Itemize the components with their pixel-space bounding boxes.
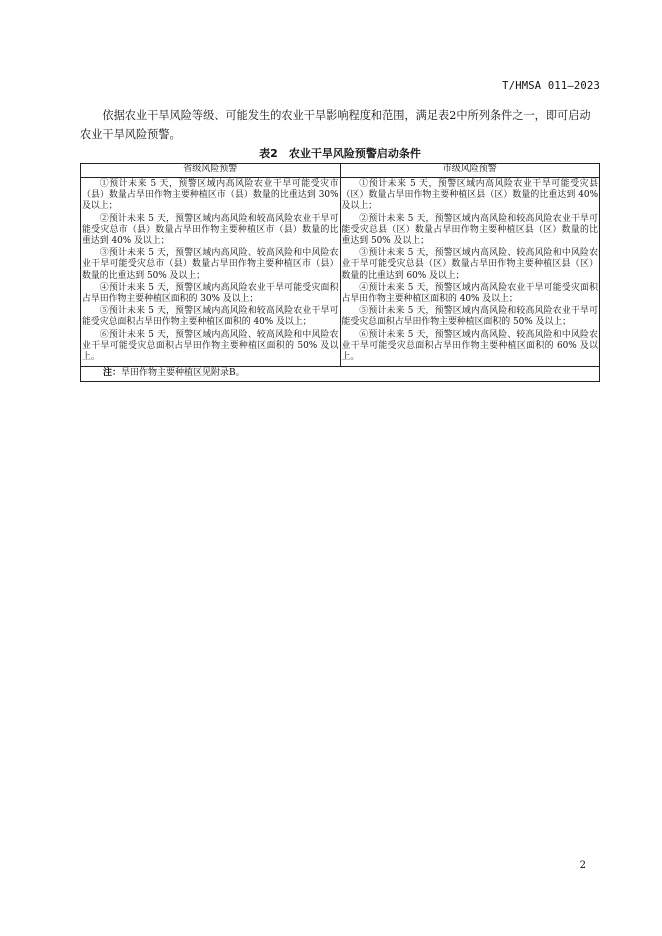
note-label: 注： bbox=[103, 368, 122, 379]
warning-conditions-table bbox=[80, 163, 600, 382]
table-caption: 表2 农业干旱风险预警启动条件 bbox=[259, 147, 421, 160]
intro-paragraph: 依据农业干旱风险等级、可能发生的农业干旱影响程度和范围，满足表2中所列条件之一，即可启动农业干旱风险预警。 bbox=[80, 109, 591, 141]
page-number: 2 bbox=[579, 860, 586, 871]
provincial-condition-3: ③预计未来 5 天，预警区域内高风险、较高风险和中风险农业干旱可能受灾总市（县）数量占旱田作物主要种植区市（县）数量的比重达到 50% 及以上； bbox=[82, 248, 339, 281]
municipal-condition-4: ④预计未来 5 天，预警区域内高风险农业干旱可能受灾面积占旱田作物主要种植区面积的 40% 及以上； bbox=[341, 282, 598, 305]
municipal-condition-3: ③预计未来 5 天，预警区域内高风险、较高风险和中风险农业干旱可能受灾总县（区）数量占旱田作物主要种植区县（区）数量的比重达到 60% 及以上； bbox=[341, 248, 598, 281]
provincial-condition-5: ⑤预计未来 5 天，预警区域内高风险和较高风险农业干旱可能受灾总面积占旱田作物主要种植区面积的 40% 及以上； bbox=[82, 306, 339, 328]
table-note-row bbox=[81, 367, 600, 382]
header-municipal: 市级风险预警 bbox=[340, 164, 600, 178]
table-header-row bbox=[81, 164, 600, 178]
provincial-condition-1: ①预计未来 5 天，预警区域内高风险农业干旱可能受灾市（县）数量占旱田作物主要种植区市（县）数量的比重达到 30% 及以上； bbox=[82, 179, 339, 212]
municipal-condition-6: ⑥预计未来 5 天，预警区域内高风险、较高风险和中风险农业干旱可能受灾总面积占旱田作物主要种植区面积的 60% 及以上。 bbox=[341, 329, 598, 363]
provincial-condition-6: ⑥预计未来 5 天，预警区域内高风险、较高风险和中风险农业干旱可能受灾总面积占旱田作物主要种植区面积的 50% 及以上。 bbox=[82, 329, 339, 363]
municipal-conditions-cell bbox=[340, 178, 600, 367]
doc-code: T/HMSA 011—2023 bbox=[502, 80, 600, 92]
note-text: 旱田作物主要种植区见附录B。 bbox=[121, 368, 245, 379]
municipal-condition-2: ②预计未来 5 天，预警区域内高风险和较高风险农业干旱可能受灾总县（区）数量占旱田作物主要种植区县（区）数量的比重达到 50% 及以上； bbox=[341, 213, 598, 247]
municipal-condition-1: ①预计未来 5 天，预警区域内高风险农业干旱可能受灾县（区）数量占旱田作物主要种植区县（区）数量的比重达到 40% 及以上； bbox=[341, 179, 598, 212]
header-provincial: 省级风险预警 bbox=[81, 164, 341, 178]
table-row bbox=[81, 178, 600, 367]
provincial-conditions-cell bbox=[81, 178, 341, 367]
provincial-condition-2: ②预计未来 5 天，预警区域内高风险和较高风险农业干旱可能受灾总市（县）数量占旱田作物主要种植区市（县）数量的比重达到 40% 及以上； bbox=[82, 213, 339, 247]
municipal-condition-5: ⑤预计未来 5 天，预警区域内高风险和较高风险农业干旱可能受灾总面积占旱田作物主要种植区面积的 50% 及以上； bbox=[341, 306, 598, 328]
provincial-condition-4: ④预计未来 5 天，预警区域内高风险农业干旱可能受灾面积占旱田作物主要种植区面积的 30% 及以上； bbox=[82, 282, 339, 305]
table-note bbox=[81, 367, 600, 382]
